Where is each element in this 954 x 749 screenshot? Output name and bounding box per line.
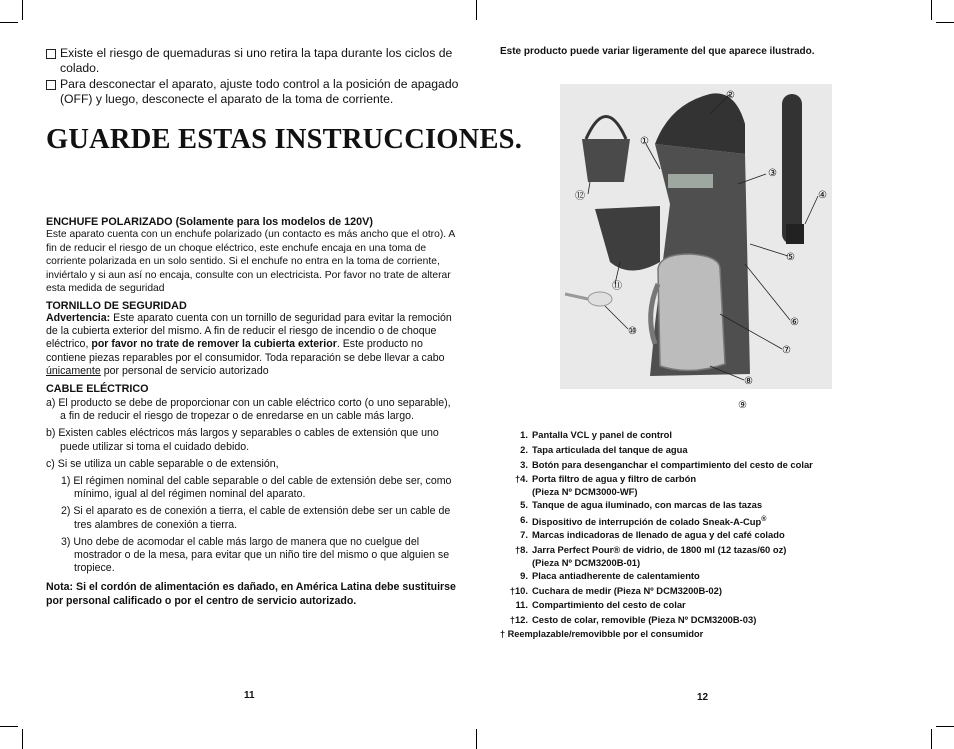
parts-list-item: †4. Porta filtro de agua y filtro de carbón (Pieza Nº DCM3000-WF) [514,473,697,498]
power-cord-section [46,383,456,608]
section-title: ENCHUFE POLARIZADO (Solamente para los modelos de 120V) [46,216,373,228]
polarized-plug-section [46,216,456,296]
cord-subitem: 3) Uno debe de acomodar el cable más largo de manera que no cuelgue del mostrador o de la mesa, para evitar que un niño tire del mismo o que alguien se tropiece. [61,535,450,575]
illustration-note: Este producto puede variar ligeramente del que aparece ilustrado. [500,46,815,57]
callout-10: ⑩ [628,326,637,337]
lcd-display-shape [668,174,713,188]
callout-5: ⑤ [786,252,795,263]
parts-list [500,428,840,639]
filter-holder-shape [782,94,802,244]
page-number: 11 [244,690,255,701]
parts-list-item: 5. Tanque de agua iluminado, con marcas de las tazas [520,499,763,511]
carbon-filter-shape [786,224,804,244]
page-heading: GUARDE ESTAS INSTRUCCIONES. [46,124,523,155]
callout-11: ⑪ [612,281,622,292]
crop-mark [936,726,954,727]
parts-list-item: †10. Cuchara de medir (Pieza Nº DCM3200B-02) [509,584,722,596]
coffee-maker-illustration [560,84,832,389]
bullet-item: Existe el riesgo de quemaduras si uno retira la tapa durante los ciclos de colado. [46,46,466,76]
callout-2: ② [726,90,735,101]
cord-item: b) Existen cables eléctricos más largos y separables o cables de extensión que uno puede utilizar si toma el cuidado debido. [46,427,439,453]
parts-list-item: 7. Marcas indicadoras de llenado de agua y del café colado [520,528,785,540]
callout-6: ⑥ [790,317,799,328]
cord-subitem: 1) El régimen nominal del cable separable o del cable de extensión debe ser, como mínimo, igual al del régimen nominal del aparato. [61,475,452,501]
parts-list-item: 1. Pantalla VCL y panel de control [520,429,672,440]
page-number: 12 [697,692,709,703]
callout-7: ⑦ [782,345,791,356]
section-title: CABLE ELÉCTRICO [46,383,149,395]
callout-12: ⑫ [575,191,585,202]
cord-item: c) Si se utiliza un cable separable o de extensión, [46,457,279,470]
carafe-shape [658,254,725,371]
scoop-shape [588,292,612,306]
parts-list-item: 6. Dispositivo de interrupción de colado Sneak-A-Cup® [520,514,767,528]
checkbox-bullet-icon [46,80,56,90]
bullet-item: Para desconectar el aparato, ajuste todo control a la posición de apagado (OFF) y luego, desconecte el aparato de la toma de corriente. [46,77,466,107]
parts-list-item: †12. Cesto de colar, removible (Pieza Nº DCM3200B-03) [509,614,757,626]
cord-subitem: 2) Si el aparato es de conexión a tierra, el cable de extensión debe ser un cable de tres alambres de conexión a tierra. [61,505,451,531]
safety-screw-section [46,300,456,378]
callout-4: ④ [818,190,827,201]
parts-list-item: 2. Tapa articulada del tanque de agua [520,443,688,455]
callout-3: ③ [768,168,777,179]
crop-mark [931,0,932,20]
crop-mark [931,729,932,749]
callout-9-label: ⑨ [738,400,747,411]
cord-item: a) El producto se debe de proporcionar con un cable eléctrico corto (o uno separable), a fin de reducir el riesgo de tropezar o de enredarse en un cable más largo. [46,397,451,423]
section-body: Advertencia: Este aparato cuenta con un tornillo de seguridad para evitar la remoción de la cubierta exterior del mismo. A fin de reducir el riesgo de incendio o de choque eléctrico, por favor no trate de remover la cubierta exterior. Este producto no contiene piezas reparables por el consumidor. Toda reparación se debe llevar a cabo únicamente por personal de servicio autorizado [46,312,452,377]
parts-list-item: 3. Botón para desenganchar el compartimiento del cesto de colar [520,458,813,470]
brew-basket-shape [582,139,630,182]
section-body: Este aparato cuenta con un enchufe polarizado (un contacto es más ancho que el otro). A fin de reducir el riesgo de un choque eléctrico, este enchufe encaja en una toma de corriente polarizada en un solo sentido. Si el enchufe no entra en la toma de corriente, inviértalo y si aun así no encaja, consulte con un electricista. Por favor no trate de alterar esta medida de seguridad [46,229,455,295]
parts-list-item: 9. Placa antiadherente de calentamiento [520,569,700,581]
callout-1: ① [640,136,649,147]
crop-mark [936,22,954,23]
checkbox-bullet-icon [46,49,56,59]
footnote: † Reemplazable/removibble por el consumidor [500,628,704,639]
parts-list-item: †8. Jarra Perfect Pour® de vidrio, de 1800 ml (12 tazas/60 oz) (Pieza Nº DCM3200B-01) [514,543,787,568]
parts-list-item: 11. Compartimiento del cesto de colar [515,599,686,611]
section-title: TORNILLO DE SEGURIDAD [46,300,187,312]
service-note: Nota: Si el cordón de alimentación es dañado, en América Latina debe sustituirse por personal calificado o por el centro de servicio autorizado. [46,581,456,607]
callout-8: ⑧ [744,376,753,387]
